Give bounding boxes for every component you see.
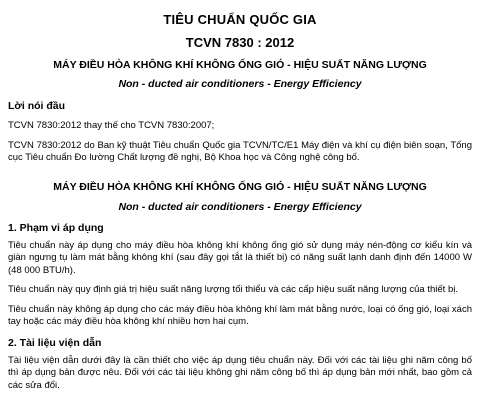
section-heading-scope: 1. Phạm vi áp dụng: [8, 221, 104, 234]
foreword-paragraph: TCVN 7830:2012 thay thế cho TCVN 7830:2007;: [8, 120, 215, 131]
scope-paragraph: Tiêu chuẩn này quy định giá trị hiệu suất năng lượng tối thiểu và các cấp hiệu suất năng lượng của thiết bị.: [8, 284, 458, 295]
scope-paragraph: Tiêu chuẩn này áp dụng cho máy điều hòa không khí không ống gió sử dụng máy nén-động cơ kiểu kín và giàn ngưng tụ làm mát bằng không khí (sau đây gọi tắt là thiết bị) có năng suất lạnh danh định đến 14000 W (48 000 BTU/h).: [8, 239, 472, 276]
document-title: TIÊU CHUẨN QUỐC GIA: [163, 12, 317, 27]
section-heading-references: 2. Tài liệu viện dẫn: [8, 336, 102, 349]
standard-english-name: Non - ducted air conditioners - Energy Efficiency: [118, 78, 362, 90]
references-paragraph: Tài liệu viện dẫn dưới đây là cần thiết cho việc áp dụng tiêu chuẩn này. Đối với các tài liệu ghi năm công bố thì áp dụng bản được nêu. Đối với các tài liệu không ghi năm công bố thì áp dụng bản mới nhất, bao gồm cả các sửa đổi.: [8, 354, 472, 391]
body-title: MÁY ĐIỀU HÒA KHÔNG KHÍ KHÔNG ỐNG GIÓ - HIỆU SUẤT NĂNG LƯỢNG: [53, 180, 427, 193]
standard-name: MÁY ĐIỀU HÒA KHÔNG KHÍ KHÔNG ỐNG GIÓ - HIỆU SUẤT NĂNG LƯỢNG: [53, 59, 427, 71]
body-english-title: Non - ducted air conditioners - Energy Efficiency: [118, 200, 362, 213]
foreword-paragraph: TCVN 7830:2012 do Ban kỹ thuật Tiêu chuẩn Quốc gia TCVN/TC/E1 Máy điện và khí cụ điện biên soạn, Tổng cục Tiêu chuẩn Đo lường Chất lượng đề nghị, Bộ Khoa học và Công nghệ công bố.: [8, 139, 472, 163]
foreword-heading: Lời nói đầu: [8, 100, 66, 112]
scope-paragraph: Tiêu chuẩn này không áp dụng cho các máy điều hòa không khí làm mát bằng nước, loại có ống gió, loại xách tay hoặc các máy điều hòa không khí nhiều hơn hai cụm.: [8, 303, 472, 327]
standard-code: TCVN 7830 : 2012: [185, 35, 295, 50]
